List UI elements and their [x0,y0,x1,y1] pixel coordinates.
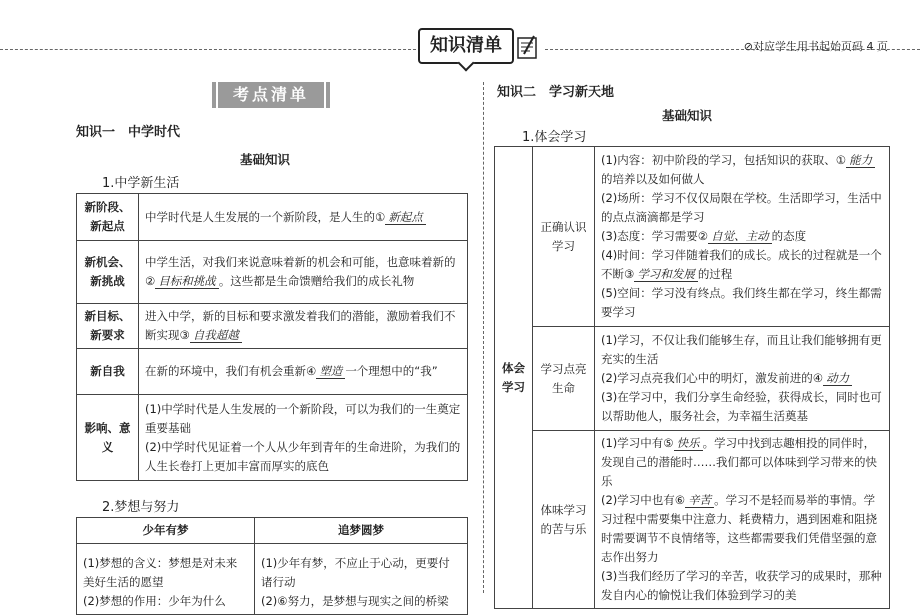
column-divider [483,82,484,593]
table-row [77,304,468,349]
section-title: 知识一 中学时代 [76,125,181,140]
subsection-heading: 1.体会学习 [522,130,587,145]
answer-blank: 新起点 [385,210,426,225]
answer-blank: 塑造 [316,364,345,379]
answer-blank: 能力 [846,153,875,168]
row-content: (1)内容：初中阶段的学习，包括知识的获取、① 能力的培养以及如何做人 (2)场所：学习不仅仅局限在学校。生活即学习，生活中的点点滴滴都是学习 (3)态度：学习需要② 自觉、主动 的态度 (4)时间：学习伴随着我们的成长。成长的过程就是一个不断③ 学习和发展 的过程 (5)空间：学习没有终点。我们终生都在学习，终生都需要学习 [595,147,890,327]
answer-blank: 自我超越 [190,328,242,343]
row-content: 进入中学，新的目标和要求激发着我们的潜能，激励着我们不断实现③ 自我超越 [139,304,468,349]
table-row [77,241,468,304]
table-school-life [76,193,468,481]
column-header: 少年有梦 [77,518,255,544]
answer-blank: 学习和发展 [634,267,698,282]
table-dreams [76,517,468,615]
header-rule-left [0,49,416,50]
row-label: 新机会、新挑战 [77,241,139,304]
answer-blank: 辛苦 [685,493,714,508]
section-title: 知识二 学习新天地 [497,85,615,100]
row-label: 新阶段、新起点 [77,194,139,241]
subtitle: 基础知识 [662,108,713,123]
table-row [495,431,890,609]
row-label: 体味学习的苦与乐 [533,431,595,609]
table-row [77,544,468,615]
answer-blank: 动力 [823,371,852,386]
cell: (1)少年有梦，不应止于心动，更要付诸行动 (2)⑥努力，是梦想与现实之间的桥梁 [255,544,468,615]
row-label: 新目标、新要求 [77,304,139,349]
page-reference: ⊘对应学生用书起始页码 4 页 [743,40,888,53]
notepad-icon [512,32,542,62]
row-content: (1)学习，不仅让我们能够生存，而且让我们能够拥有更充实的生活 (2)学习点亮我们心中的明灯，激发前进的④ 动力 (3)在学习中，我们分享生命经验，获得成长，同时也可以帮助他人，服务社会，为幸福生活奠基 [595,327,890,431]
table-row [77,194,468,241]
row-label: 正确认识学习 [533,147,595,327]
answer-blank: 快乐 [674,436,703,451]
row-content: 中学时代是人生发展的一个新阶段，是人生的① 新起点 [139,194,468,241]
row-label: 新自我 [77,349,139,395]
table-row [495,147,890,327]
table-experience-learning [494,146,890,609]
page-title: 知识清单 [418,28,514,64]
outer-label: 体会学习 [495,147,533,609]
row-content: (1)中学时代是人生发展的一个新阶段，可以为我们的一生奠定重要基础 (2)中学时代见证着一个人从少年到青年的生命进阶，为我们的人生长卷打上更加丰富而厚实的底色 [139,395,468,481]
subsection-heading: 2.梦想与努力 [102,500,180,515]
table-row [77,395,468,481]
table-header-row [77,518,468,544]
table-row [77,349,468,395]
section-banner: 考点清单 [218,82,324,108]
answer-blank: 目标和挑战 [155,274,219,289]
cell: (1)梦想的含义：梦想是对未来美好生活的愿望 (2)梦想的作用：少年为什么 [77,544,255,615]
column-header: 追梦圆梦 [255,518,468,544]
subsection-heading: 1.中学新生活 [102,176,180,191]
table-row [495,327,890,431]
row-content: 在新的环境中，我们有机会重新④ 塑造 一个理想中的“我” [139,349,468,395]
subtitle: 基础知识 [240,152,291,167]
row-content: 中学生活，对我们来说意味着新的机会和可能，也意味着新的② 目标和挑战 。这些都是生命馈赠给我们的成长礼物 [139,241,468,304]
row-content: (1)学习中有⑤ 快乐 。学习中找到志趣相投的同伴时，发现自己的潜能时……我们都可以体味到学习带来的快乐 (2)学习中也有⑥ 辛苦 。学习不是轻而易举的事情。学习过程中需要集中注意力、耗费精力，遇到困难和阻挠时需要调节不良情绪等，这些都需要我们凭借坚强的意志作出努力 (3)当我们经历了学习的辛苦，收获学习的成果时，那种发自内心的愉悦让我们体验到学习的美 [595,431,890,609]
row-label: 学习点亮生命 [533,327,595,431]
row-label: 影响、意义 [77,395,139,481]
answer-blank: 自觉、主动 [708,229,772,244]
